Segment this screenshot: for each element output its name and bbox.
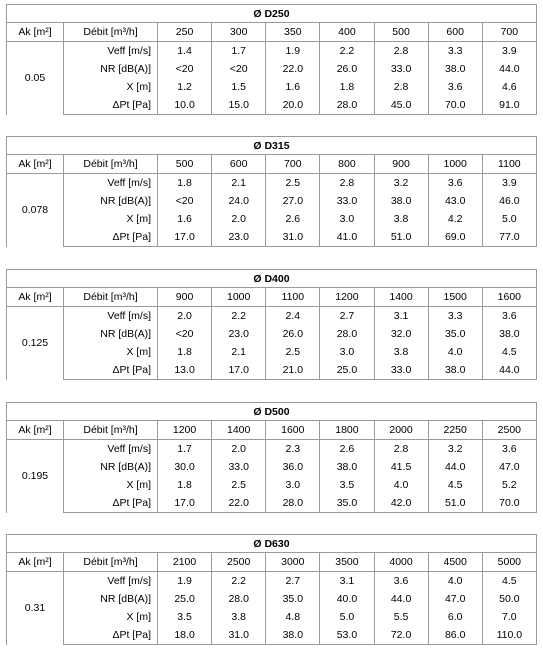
table-cell: 1.8 bbox=[158, 343, 212, 361]
flow-rate-header: 400 bbox=[320, 23, 374, 42]
flow-rate-header: 1600 bbox=[482, 288, 536, 307]
table-row bbox=[7, 60, 537, 78]
table-cell: 86.0 bbox=[428, 626, 482, 645]
table-cell: <20 bbox=[212, 60, 266, 78]
table-row bbox=[7, 440, 537, 459]
property-label: Veff [m/s] bbox=[64, 174, 158, 193]
flow-rate-header: 2000 bbox=[374, 421, 428, 440]
property-label: NR [dB(A)] bbox=[64, 192, 158, 210]
table-cell: 1.8 bbox=[158, 174, 212, 193]
table-cell: 3.6 bbox=[428, 174, 482, 193]
table-cell: 41.5 bbox=[374, 458, 428, 476]
table-cell: 3.6 bbox=[374, 572, 428, 591]
flow-rate-header: 500 bbox=[158, 155, 212, 174]
ak-header: Ak [m²] bbox=[7, 288, 64, 307]
flow-rate-header: 700 bbox=[266, 155, 320, 174]
table-cell: 1.9 bbox=[266, 42, 320, 61]
table-cell: 3.6 bbox=[428, 78, 482, 96]
table-cell: 35.0 bbox=[320, 494, 374, 513]
table-cell: 2.8 bbox=[374, 440, 428, 459]
table-cell: 3.5 bbox=[320, 476, 374, 494]
table-cell: 51.0 bbox=[428, 494, 482, 513]
table-cell: <20 bbox=[158, 60, 212, 78]
flow-rate-header: 800 bbox=[320, 155, 374, 174]
table-cell: 38.0 bbox=[320, 458, 374, 476]
table-cell: 2.0 bbox=[212, 440, 266, 459]
table-cell: 2.7 bbox=[320, 307, 374, 326]
table-cell: 3.8 bbox=[374, 210, 428, 228]
table-title-row bbox=[7, 535, 537, 553]
table-row bbox=[7, 174, 537, 193]
table-cell: 2.5 bbox=[212, 476, 266, 494]
table-cell: 28.0 bbox=[266, 494, 320, 513]
table-cell: 2.6 bbox=[320, 440, 374, 459]
table-cell: 33.0 bbox=[374, 60, 428, 78]
table-cell: 70.0 bbox=[482, 494, 536, 513]
table-cell: 6.0 bbox=[428, 608, 482, 626]
table-cell: 47.0 bbox=[482, 458, 536, 476]
table-block-d400 bbox=[6, 269, 536, 380]
table-cell: 32.0 bbox=[374, 325, 428, 343]
table-cell: 3.9 bbox=[482, 174, 536, 193]
property-label: Veff [m/s] bbox=[64, 307, 158, 326]
table-cell: 31.0 bbox=[266, 228, 320, 247]
table-cell: 17.0 bbox=[212, 361, 266, 380]
table-cell: 4.5 bbox=[482, 572, 536, 591]
table-row bbox=[7, 228, 537, 247]
table-row bbox=[7, 458, 537, 476]
table-cell: 3.8 bbox=[374, 343, 428, 361]
table-cell: 1.2 bbox=[158, 78, 212, 96]
flow-rate-header: 350 bbox=[266, 23, 320, 42]
flow-rate-header: 600 bbox=[212, 155, 266, 174]
table-cell: 38.0 bbox=[266, 626, 320, 645]
property-label: ΔPt [Pa] bbox=[64, 96, 158, 115]
table-cell: 30.0 bbox=[158, 458, 212, 476]
table-cell: 5.2 bbox=[482, 476, 536, 494]
table-cell: 3.2 bbox=[374, 174, 428, 193]
table-cell: 3.3 bbox=[428, 307, 482, 326]
table-title-row bbox=[7, 270, 537, 288]
table-cell: 1.9 bbox=[158, 572, 212, 591]
table-cell: 44.0 bbox=[428, 458, 482, 476]
table-cell: 4.0 bbox=[374, 476, 428, 494]
table-row bbox=[7, 210, 537, 228]
table-cell: 4.6 bbox=[482, 78, 536, 96]
table-cell: 4.0 bbox=[428, 343, 482, 361]
table-cell: 43.0 bbox=[428, 192, 482, 210]
table-cell: 1.8 bbox=[158, 476, 212, 494]
table-cell: 2.7 bbox=[266, 572, 320, 591]
flow-rate-header: 900 bbox=[374, 155, 428, 174]
table-cell: 26.0 bbox=[266, 325, 320, 343]
table-title-row bbox=[7, 5, 537, 23]
table-row bbox=[7, 96, 537, 115]
ak-value: 0.195 bbox=[7, 440, 64, 513]
table-cell: 5.0 bbox=[482, 210, 536, 228]
table-cell: 2.0 bbox=[158, 307, 212, 326]
table-cell: 2.0 bbox=[212, 210, 266, 228]
table-cell: 4.0 bbox=[428, 572, 482, 591]
table-cell: 3.0 bbox=[320, 210, 374, 228]
table-cell: 13.0 bbox=[158, 361, 212, 380]
table-header-row bbox=[7, 155, 537, 174]
table-cell: 28.0 bbox=[212, 590, 266, 608]
flow-rate-header: 1000 bbox=[212, 288, 266, 307]
spec-table bbox=[6, 4, 537, 115]
flow-rate-header: 600 bbox=[428, 23, 482, 42]
flow-rate-header: 1200 bbox=[320, 288, 374, 307]
flow-rate-header: 500 bbox=[374, 23, 428, 42]
table-cell: 33.0 bbox=[374, 361, 428, 380]
property-label: ΔPt [Pa] bbox=[64, 228, 158, 247]
table-row bbox=[7, 78, 537, 96]
table-cell: 4.8 bbox=[266, 608, 320, 626]
table-block-d315 bbox=[6, 136, 536, 247]
ak-header: Ak [m²] bbox=[7, 553, 64, 572]
table-cell: 5.5 bbox=[374, 608, 428, 626]
table-cell: 22.0 bbox=[266, 60, 320, 78]
table-title-row bbox=[7, 137, 537, 155]
table-cell: 17.0 bbox=[158, 494, 212, 513]
table-cell: 23.0 bbox=[212, 325, 266, 343]
table-cell: 35.0 bbox=[266, 590, 320, 608]
table-cell: 3.1 bbox=[320, 572, 374, 591]
flow-rate-header: 1000 bbox=[428, 155, 482, 174]
spec-table bbox=[6, 269, 537, 380]
table-cell: 3.3 bbox=[428, 42, 482, 61]
table-row bbox=[7, 494, 537, 513]
table-cell: 3.9 bbox=[482, 42, 536, 61]
table-cell: 3.5 bbox=[158, 608, 212, 626]
table-cell: 1.6 bbox=[266, 78, 320, 96]
spec-table bbox=[6, 136, 537, 247]
flow-rate-header: 4000 bbox=[374, 553, 428, 572]
table-cell: 4.5 bbox=[482, 343, 536, 361]
table-cell: 2.8 bbox=[320, 174, 374, 193]
flow-rate-header: 3500 bbox=[320, 553, 374, 572]
table-row bbox=[7, 572, 537, 591]
table-row bbox=[7, 361, 537, 380]
table-cell: 77.0 bbox=[482, 228, 536, 247]
table-cell: 40.0 bbox=[320, 590, 374, 608]
table-cell: 33.0 bbox=[212, 458, 266, 476]
table-block-d500 bbox=[6, 402, 536, 513]
table-cell: 27.0 bbox=[266, 192, 320, 210]
property-label: X [m] bbox=[64, 210, 158, 228]
table-block-d630 bbox=[6, 534, 536, 645]
table-cell: 3.0 bbox=[266, 476, 320, 494]
table-cell: 44.0 bbox=[482, 60, 536, 78]
table-cell: 110.0 bbox=[482, 626, 536, 645]
flow-rate-header: 250 bbox=[158, 23, 212, 42]
table-cell: 36.0 bbox=[266, 458, 320, 476]
table-header-row bbox=[7, 553, 537, 572]
table-cell: 1.7 bbox=[158, 440, 212, 459]
table-cell: 4.5 bbox=[428, 476, 482, 494]
ak-header: Ak [m²] bbox=[7, 421, 64, 440]
table-cell: 24.0 bbox=[212, 192, 266, 210]
table-cell: 2.3 bbox=[266, 440, 320, 459]
table-cell: 3.6 bbox=[482, 307, 536, 326]
table-cell: 38.0 bbox=[428, 60, 482, 78]
spec-table bbox=[6, 534, 537, 645]
property-label: NR [dB(A)] bbox=[64, 458, 158, 476]
table-cell: 2.8 bbox=[374, 42, 428, 61]
flow-rate-header: 700 bbox=[482, 23, 536, 42]
table-cell: 3.8 bbox=[212, 608, 266, 626]
property-label: Veff [m/s] bbox=[64, 572, 158, 591]
table-block-d250 bbox=[6, 4, 536, 115]
debit-header: Débit [m³/h] bbox=[64, 23, 158, 42]
flow-rate-header: 1600 bbox=[266, 421, 320, 440]
table-cell: 2.1 bbox=[212, 343, 266, 361]
diameter-title: Ø D315 bbox=[7, 137, 537, 155]
table-cell: 20.0 bbox=[266, 96, 320, 115]
flow-rate-header: 1800 bbox=[320, 421, 374, 440]
table-cell: 1.4 bbox=[158, 42, 212, 61]
table-cell: 46.0 bbox=[482, 192, 536, 210]
table-cell: <20 bbox=[158, 325, 212, 343]
table-cell: 1.5 bbox=[212, 78, 266, 96]
ak-value: 0.31 bbox=[7, 572, 64, 645]
table-cell: 28.0 bbox=[320, 96, 374, 115]
flow-rate-header: 3000 bbox=[266, 553, 320, 572]
flow-rate-header: 5000 bbox=[482, 553, 536, 572]
table-cell: 31.0 bbox=[212, 626, 266, 645]
debit-header: Débit [m³/h] bbox=[64, 288, 158, 307]
table-cell: 2.2 bbox=[320, 42, 374, 61]
ak-header: Ak [m²] bbox=[7, 23, 64, 42]
table-cell: 3.1 bbox=[374, 307, 428, 326]
property-label: Veff [m/s] bbox=[64, 42, 158, 61]
diameter-title: Ø D250 bbox=[7, 5, 537, 23]
table-cell: 41.0 bbox=[320, 228, 374, 247]
debit-header: Débit [m³/h] bbox=[64, 553, 158, 572]
property-label: ΔPt [Pa] bbox=[64, 361, 158, 380]
property-label: Veff [m/s] bbox=[64, 440, 158, 459]
ak-value: 0.05 bbox=[7, 42, 64, 115]
property-label: X [m] bbox=[64, 343, 158, 361]
table-row bbox=[7, 307, 537, 326]
flow-rate-header: 1100 bbox=[482, 155, 536, 174]
table-cell: 5.0 bbox=[320, 608, 374, 626]
table-cell: 15.0 bbox=[212, 96, 266, 115]
ak-header: Ak [m²] bbox=[7, 155, 64, 174]
table-cell: 2.8 bbox=[374, 78, 428, 96]
ak-value: 0.125 bbox=[7, 307, 64, 380]
table-cell: 25.0 bbox=[158, 590, 212, 608]
flow-rate-header: 1200 bbox=[158, 421, 212, 440]
diameter-title: Ø D500 bbox=[7, 403, 537, 421]
property-label: NR [dB(A)] bbox=[64, 590, 158, 608]
table-cell: 51.0 bbox=[374, 228, 428, 247]
table-cell: 1.6 bbox=[158, 210, 212, 228]
table-cell: 1.8 bbox=[320, 78, 374, 96]
flow-rate-header: 1100 bbox=[266, 288, 320, 307]
table-header-row bbox=[7, 421, 537, 440]
table-cell: 50.0 bbox=[482, 590, 536, 608]
table-header-row bbox=[7, 288, 537, 307]
table-cell: 91.0 bbox=[482, 96, 536, 115]
table-cell: 7.0 bbox=[482, 608, 536, 626]
flow-rate-header: 2100 bbox=[158, 553, 212, 572]
table-cell: 47.0 bbox=[428, 590, 482, 608]
table-row bbox=[7, 608, 537, 626]
flow-rate-header: 1400 bbox=[374, 288, 428, 307]
property-label: X [m] bbox=[64, 476, 158, 494]
table-cell: 42.0 bbox=[374, 494, 428, 513]
table-cell: 2.4 bbox=[266, 307, 320, 326]
diameter-title: Ø D630 bbox=[7, 535, 537, 553]
debit-header: Débit [m³/h] bbox=[64, 421, 158, 440]
table-cell: 38.0 bbox=[482, 325, 536, 343]
table-cell: 10.0 bbox=[158, 96, 212, 115]
table-cell: 18.0 bbox=[158, 626, 212, 645]
table-cell: 2.2 bbox=[212, 307, 266, 326]
property-label: X [m] bbox=[64, 608, 158, 626]
spec-table bbox=[6, 402, 537, 513]
flow-rate-header: 1500 bbox=[428, 288, 482, 307]
flow-rate-header: 2250 bbox=[428, 421, 482, 440]
property-label: ΔPt [Pa] bbox=[64, 626, 158, 645]
table-row bbox=[7, 590, 537, 608]
property-label: X [m] bbox=[64, 78, 158, 96]
table-header-row bbox=[7, 23, 537, 42]
table-cell: 69.0 bbox=[428, 228, 482, 247]
table-cell: 33.0 bbox=[320, 192, 374, 210]
table-cell: 2.1 bbox=[212, 174, 266, 193]
table-cell: 2.5 bbox=[266, 174, 320, 193]
flow-rate-header: 900 bbox=[158, 288, 212, 307]
flow-rate-header: 2500 bbox=[482, 421, 536, 440]
table-cell: 70.0 bbox=[428, 96, 482, 115]
diameter-title: Ø D400 bbox=[7, 270, 537, 288]
table-cell: 3.0 bbox=[320, 343, 374, 361]
table-cell: 28.0 bbox=[320, 325, 374, 343]
table-row bbox=[7, 42, 537, 61]
table-cell: 44.0 bbox=[482, 361, 536, 380]
table-cell: 44.0 bbox=[374, 590, 428, 608]
table-cell: 17.0 bbox=[158, 228, 212, 247]
table-row bbox=[7, 476, 537, 494]
debit-header: Débit [m³/h] bbox=[64, 155, 158, 174]
table-cell: 21.0 bbox=[266, 361, 320, 380]
table-cell: 2.6 bbox=[266, 210, 320, 228]
table-cell: 2.2 bbox=[212, 572, 266, 591]
table-row bbox=[7, 325, 537, 343]
table-cell: 35.0 bbox=[428, 325, 482, 343]
table-cell: 45.0 bbox=[374, 96, 428, 115]
table-cell: <20 bbox=[158, 192, 212, 210]
table-row bbox=[7, 192, 537, 210]
flow-rate-header: 4500 bbox=[428, 553, 482, 572]
table-row bbox=[7, 626, 537, 645]
table-cell: 38.0 bbox=[428, 361, 482, 380]
table-cell: 53.0 bbox=[320, 626, 374, 645]
table-cell: 3.6 bbox=[482, 440, 536, 459]
property-label: NR [dB(A)] bbox=[64, 325, 158, 343]
table-cell: 2.5 bbox=[266, 343, 320, 361]
flow-rate-header: 2500 bbox=[212, 553, 266, 572]
table-cell: 72.0 bbox=[374, 626, 428, 645]
table-row bbox=[7, 343, 537, 361]
ak-value: 0.078 bbox=[7, 174, 64, 247]
table-cell: 25.0 bbox=[320, 361, 374, 380]
table-cell: 4.2 bbox=[428, 210, 482, 228]
flow-rate-header: 1400 bbox=[212, 421, 266, 440]
table-cell: 22.0 bbox=[212, 494, 266, 513]
table-cell: 26.0 bbox=[320, 60, 374, 78]
table-cell: 23.0 bbox=[212, 228, 266, 247]
table-cell: 38.0 bbox=[374, 192, 428, 210]
table-cell: 1.7 bbox=[212, 42, 266, 61]
table-cell: 3.2 bbox=[428, 440, 482, 459]
property-label: ΔPt [Pa] bbox=[64, 494, 158, 513]
table-title-row bbox=[7, 403, 537, 421]
flow-rate-header: 300 bbox=[212, 23, 266, 42]
property-label: NR [dB(A)] bbox=[64, 60, 158, 78]
